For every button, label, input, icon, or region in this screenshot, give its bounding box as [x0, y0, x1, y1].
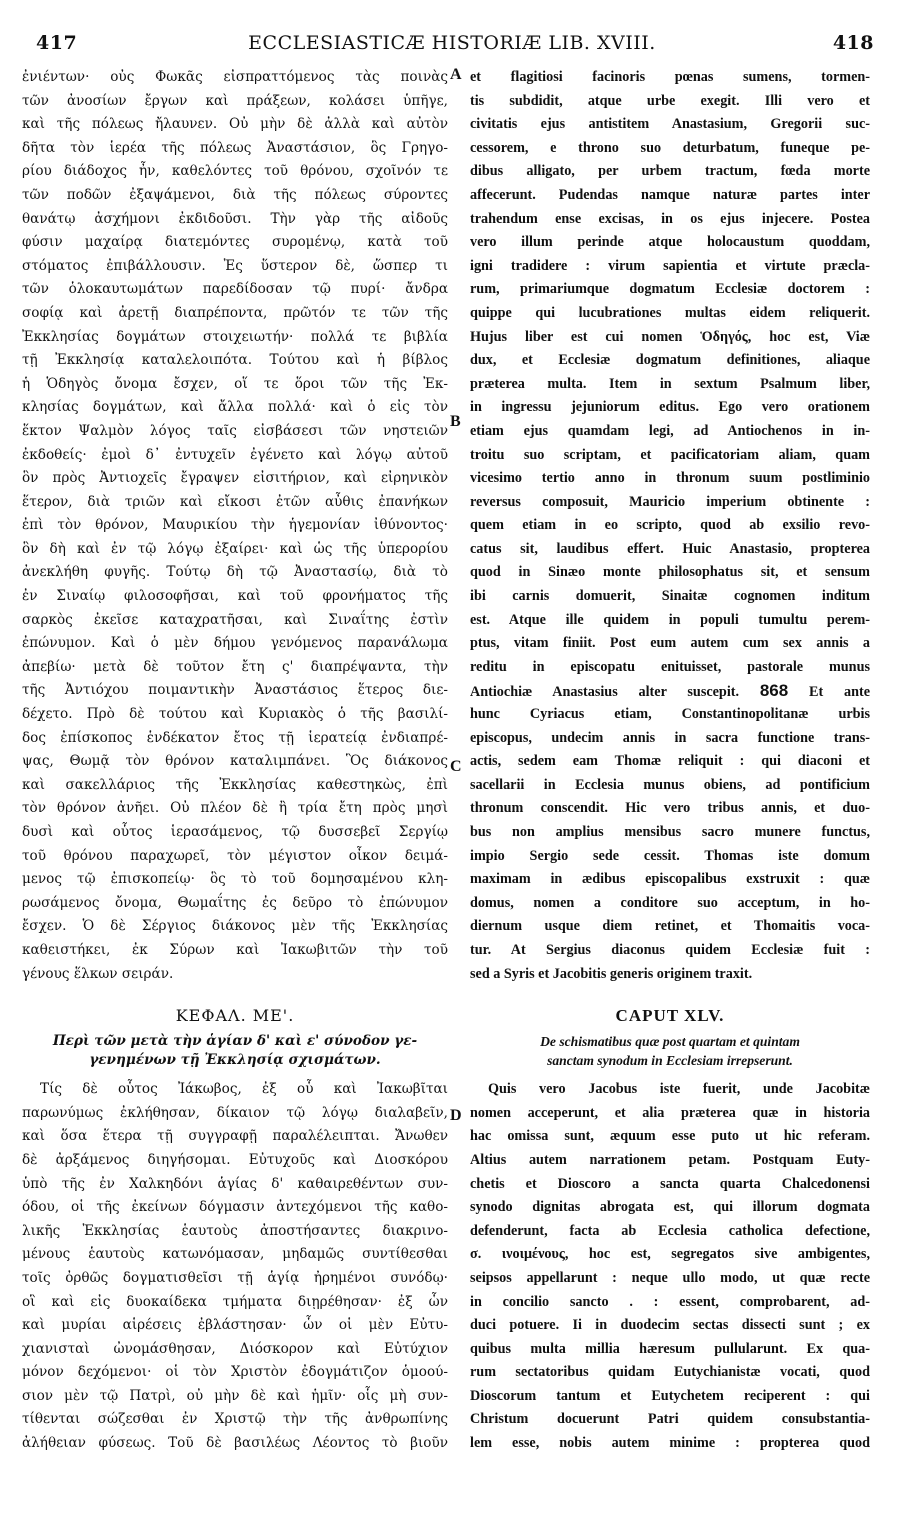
text-line: ἔσχεν. Ὁ δὲ Σέργιος διάκονος μὲν τῆς Ἐκκλησίας: [22, 918, 448, 935]
latin-column: [470, 66, 870, 1456]
text-line: τοῦ θρόνου παραχωρεῖ, τὸν μέγιστον οἶκον δειμά-: [22, 847, 448, 864]
text-line: δέχετο. Πρὸ δὲ τούτου καὶ Κυριακὸς ὁ τῆς βασιλί-: [22, 706, 448, 723]
text-line: catus sit, laudibus effert. Huic Anastasio, propterea: [470, 540, 870, 557]
page-number-right: 418: [832, 32, 874, 54]
text-line: σ. ινοιμένους, hoc est, segregatos sive ambigentes,: [470, 1246, 870, 1263]
text-line: Hujus liber est cui nomen Ὁδηγός, hoc est, Viæ: [470, 328, 870, 345]
text-line: affecerunt. Pudendas namque naturæ partes inter: [470, 186, 870, 203]
latin-chapter-subtitle: [470, 1032, 870, 1070]
text-line: duci potuere. Ii in duodecim sectas dissecti sunt ; ex: [470, 1317, 870, 1334]
text-line: vicesimo tertio anno in thronum suum postliminio: [470, 470, 870, 487]
text-line: τοῖς ὀρθῶς δογματισθεῖσι τῇ ἁγίᾳ ἠρημένοι συνόδῳ·: [22, 1269, 448, 1286]
text-line: quippe qui lucubrationes multas eidem reliquerit.: [470, 304, 870, 321]
latin-line-text: Et ante: [809, 684, 870, 701]
text-line: παρωνύμως ἐκλήθησαν, δίκαιον τῷ λόγῳ διαλαβεῖν,: [22, 1104, 448, 1121]
text-line: δῆτα τὸν ἱερέα τῆς πόλεως Ἀναστάσιον, ὃς Γρηγο-: [22, 139, 448, 156]
text-line: σιον μὲν τῷ Πατρὶ, οὐ μὴν δὲ καὶ ἡμῖν· οἷς μὴ συν-: [22, 1387, 448, 1404]
text-line: Quis vero Jacobus iste fuerit, unde Jacobitæ: [488, 1081, 870, 1098]
text-line: chetis et Dioscoro a sancta quarta Chalcedonensi: [470, 1175, 870, 1192]
text-line: tur. At Sergius diaconus quidem Ecclesiæ fuit :: [470, 941, 870, 958]
text-line: cessorem, e throno suo deturbatum, funeque pe-: [470, 139, 870, 156]
text-line: μένους ἑαυτοὺς κατωνόμασαν, μηδαμῶς συντίθεσθαι: [22, 1246, 448, 1263]
text-line: ptus, vitam finiit. Post eum autem cum sex annis a: [470, 635, 870, 652]
text-line: ἕκτον Ψαλμὸν λόγος ταῖς εἰσβάσεσι τῶν νηστειῶν: [22, 422, 448, 439]
margin-marker-b: B: [450, 413, 461, 430]
text-line: κλησίας δογμάτων, καὶ ἄλλα πολλά· καὶ ὁ εἰς τὸν: [22, 399, 448, 416]
text-line: reditu in episcopatu enituisset, pastorale munus: [470, 658, 870, 675]
text-line: τῆς Ἀντιόχου ποιμαντικὴν Ἀναστάσιος ἕτερος διε-: [22, 682, 448, 699]
text-line: τὸν θρόνον ἀνῆει. Οὐ πλέον δὲ ἢ τρία ἔτη πρὸς μησὶ: [22, 800, 448, 817]
text-line: σοφίᾳ καὶ ἀρετῇ διαπρέποντα, πρῶτόν τε τῶν τῆς: [22, 304, 448, 321]
text-line: θανάτῳ ἀσχήμονι ἐκδιδοῦσι. Τὴν γὰρ τῆς αἰδοῦς: [22, 210, 448, 227]
text-line: est. Atque ille quidem in populi tumultu perem-: [470, 611, 870, 628]
text-line: episcopus, undecim annis in sacra functione trans-: [470, 729, 870, 746]
text-line: μόνον δεχόμενοι· οἱ τὸν Χριστὸν ἐδογμάτιζον ὁμοού-: [22, 1364, 448, 1381]
text-line: in ingressu jejuniorum editus. Ego vero orationem: [470, 399, 870, 416]
text-line: τίθενται σώζεσθαι ἐν Χριστῷ τὴν τῆς ἀνθρωπίνης: [22, 1411, 448, 1428]
text-line: quod in Sinæo monte philosophatus sit, et sensum: [470, 564, 870, 581]
greek-paragraph-bottom: [22, 1078, 448, 1456]
text-line: Altius autem narrationem petam. Postquam Euty-: [470, 1151, 870, 1168]
text-line: dibus alligato, per urbem tractum, fœda morte: [470, 163, 870, 180]
text-line: hac omissa sunt, æquum esse puto ut hic referam.: [470, 1128, 870, 1145]
text-line: synodo dignitas abrogata est, qui illorum dogmata: [470, 1199, 870, 1216]
text-line: thronum conscendit. Hic vero tribus annis, et duo-: [470, 800, 870, 817]
text-line: ἀνεκλήθη φυγῆς. Τούτῳ δὴ τῷ Ἀναστασίῳ, διὰ τὸ: [22, 564, 448, 581]
text-line: ρίου διάδοχος ἦν, καθελόντες τοῦ θρόνου, σχοῖνόν τε: [22, 163, 448, 180]
text-line: præterea multa. Item in sextum Psalmum liber,: [470, 375, 870, 392]
greek-chapter-subtitle: [22, 1032, 448, 1070]
latin-paragraph-top-continued: [470, 703, 870, 986]
text-line: lem esse, nobis autem minime : propterea quod: [470, 1435, 870, 1452]
text-line: Ἐκκλησίας δογμάτων στοιχειωτήν· πολλά τε βιβλία: [22, 328, 448, 345]
edition-page-number: 868: [759, 681, 789, 701]
text-line: Christum docuerunt Patri quidem consubstantia-: [470, 1411, 870, 1428]
text-line: τῶν ὁλοκαυτωμάτων παρεδίδοσαν τῷ πυρί· ἄνδρα: [22, 281, 448, 298]
text-line: ἐκδοθείς· ἐμοὶ δ᾽ ἐντυχεῖν ἐγένετο καὶ λόγῳ αὐτοῦ: [22, 446, 448, 463]
text-line: civitatis ejus antistitem Anastasium, Gregorii suc-: [470, 116, 870, 133]
text-line: καὶ ὅσα ἕτερα τῇ συγγραφῇ παραλέλειπται. Ἄνωθεν: [22, 1128, 448, 1145]
latin-line-with-page-number: [470, 679, 870, 703]
text-line: δος ἐπίσκοπος ἑνδέκατον ἔτος τῇ ἱερατείᾳ ἐνδιαπρέ-: [22, 729, 448, 746]
text-line: ἀπεβίω· μετὰ δὲ τοῦτον ἔτη ς' διαπρέψαντα, τὴν: [22, 658, 448, 675]
text-line: μενος τῷ ἐπισκοπείῳ· ὃς τὸ τοῦ δομησαμένου κλη-: [22, 871, 448, 888]
text-line: λικῆς Ἐκκλησίας ἑαυτοὺς ἀποστήσαντες διακρινο-: [22, 1222, 448, 1239]
latin-line-text: Antiochiæ Anastasius alter suscepit.: [470, 684, 740, 701]
text-line: in concilio sancto . : essent, comprobarent, ad-: [470, 1293, 870, 1310]
text-line: στόματος ἐπιβάλλουσιν. Ἐς ὕστερον δὲ, ὥσπερ τι: [22, 257, 448, 274]
latin-paragraph-top: [470, 66, 870, 679]
text-line: sanctam synodum in Ecclesiam irrepserunt.: [547, 1053, 793, 1069]
greek-paragraph-top: [22, 66, 448, 986]
text-line: sed a Syris et Jacobitis generis originem traxit.: [470, 965, 753, 982]
margin-marker-c: C: [450, 758, 462, 775]
text-line: καὶ μυρίαι αἱρέσεις ἐβλάστησαν· ὧν οἱ μὲν Εὐτυ-: [22, 1317, 448, 1334]
text-line: et flagitiosi facinoris pœnas sumens, tormen-: [470, 69, 870, 85]
greek-column: [22, 66, 448, 1456]
text-line: ἕτερον, διὰ τριῶν καὶ εἴκοσι ἐτῶν αὖθις ἐπανήκων: [22, 493, 448, 510]
text-line: domus, nomen a conditore suo acceptum, in ho-: [470, 894, 870, 911]
text-line: ὃν πρὸς Ἀντιοχεῖς ἔγραψεν εἰσιτήριον, καὶ εἰρηνικὸν: [22, 470, 448, 487]
margin-marker-d: D: [450, 1107, 462, 1124]
text-line: φύσιν μαχαίρᾳ διατεμόντες συρομένῳ, κατὰ τοῦ: [22, 234, 448, 251]
text-line: troitu suo scriptam, et pacificatoriam aliam, quam: [470, 446, 870, 463]
text-line: diernum usque diem retinet, et Thomaitis voca-: [470, 918, 870, 935]
text-line: trahendum ense excisas, in os ejus injecere. Postea: [470, 210, 870, 227]
text-line: reversus composuit, Mauricio imperium obtinente :: [470, 493, 870, 510]
text-line: defenderunt, facta ab Ecclesia catholica defectione,: [470, 1222, 870, 1239]
text-line: ὃν δὴ καὶ ἐν τῷ λόγῳ ἐξαίρει· καὶ ὡς τῆς ὑπερορίου: [22, 540, 448, 557]
text-line: rum sectatoribus quidam Eutychianistæ vocati, quod: [470, 1364, 870, 1381]
text-line: ρωσάμενος ὄνομα, Θωμαΐτης ἐς δεῦρο τὸ ἐπώνυμον: [22, 894, 448, 911]
text-line: actis, sedem eam Thomæ reliquit : qui diaconi et: [470, 753, 870, 770]
page-number-left: 417: [36, 32, 78, 54]
margin-marker-a: A: [450, 66, 462, 83]
text-line: τῇ Ἐκκλησίᾳ καταλελοιπότα. Τούτου καὶ ἡ βίβλος: [22, 352, 448, 369]
text-line: vero illum perinde atque holocaustum quoddam,: [470, 234, 870, 251]
latin-paragraph-bottom: [470, 1078, 870, 1456]
text-line: ἀλήθειαν φύσεως. Τοῦ δὲ βασιλέως Λέοντος τὸ βιοῦν: [22, 1435, 448, 1452]
text-line: ἐπὶ τὸν θρόνον, Μαυρικίου τὴν ἡγεμονίαν ἰθύνοντος·: [22, 517, 448, 534]
greek-chapter-heading: ΚΕΦΑΛ. ΜΕ'.: [175, 1006, 295, 1026]
running-header: [30, 32, 874, 60]
text-line: χιανισταὶ ὠνομάσθησαν, Διόσκορον καὶ Εὐτύχιον: [22, 1340, 448, 1357]
text-line: Περὶ τῶν μετὰ τὴν ἁγίαν δ' καὶ ε' σύνοδον γε-: [52, 1033, 418, 1050]
text-line: καὶ σακελλάριος τῆς Ἐκκλησίας καθεστηκὼς, ἐπὶ: [22, 776, 448, 793]
text-line: quibus multa millia hæresum pullularunt. Ex qua-: [470, 1340, 870, 1357]
text-line: hunc Cyriacus etiam, Constantinopolitanæ urbis: [470, 706, 870, 723]
text-line: igni tradidere : virum sapientia et virtute præcla-: [470, 257, 870, 274]
text-line: δὲ ἀρξάμενος διηγήσομαι. Εὐτυχοῦς καὶ Διοσκόρου: [22, 1151, 448, 1168]
text-line: tis subdidit, atque urbe exegit. Illi vero et: [470, 92, 870, 109]
latin-chapter-heading: CAPUT XLV.: [615, 1006, 725, 1026]
text-line: ibi carnis domuerit, Sinaitæ cognomen inditum: [470, 588, 870, 605]
text-line: De schismatibus quæ post quartam et quintam: [540, 1034, 800, 1050]
text-line: σαρκὸς ἐκεῖσε καταχρατῆσαι, καὶ Σιναΐτης ἐστὶν: [22, 611, 448, 628]
text-line: ὑπὸ τῆς ἐν Χαλκηδόνι ἁγίας δ' καθαιρεθέντων συν-: [22, 1175, 448, 1192]
text-line: οἳ καὶ εἰς δυοκαίδεκα τμήματα διῃρέθησαν· ἐξ ὧν: [22, 1293, 448, 1310]
text-line: seipsos appellarunt : neque ullo modo, ut quæ recte: [470, 1269, 870, 1286]
text-line: nomen acceperunt, et alia præterea quæ in historia: [470, 1104, 870, 1121]
text-line: bus non amplius mensibus sacro munere functus,: [470, 824, 870, 840]
text-line: sacellarii in Ecclesia munus obiens, ad pontificium: [470, 776, 870, 793]
text-line: quem etiam in eo scripto, quod ab exsilio revo-: [470, 517, 870, 534]
text-line: ἡ Ὁδηγὸς ὄνομα ἔσχεν, οἵ τε ὅροι τῶν τῆς Ἐκ-: [22, 375, 448, 392]
text-line: καθειστήκει, ἐκ Σύρων καὶ Ἰακωβιτῶν τὴν τοῦ: [22, 941, 448, 958]
running-title: ECCLESIASTICÆ HISTORIÆ LIB. XVIII.: [248, 32, 656, 54]
text-line: impio Sergio sede cessit. Thomas iste domum: [470, 847, 870, 864]
text-line: ἐν Σιναίῳ φιλοσοφῆσαι, καὶ τοῦ φρονήματος τῆς: [22, 588, 448, 605]
text-line: τῶν ἀνοσίων ἔργων καὶ πράξεων, κολάσει ὑπῆγε,: [22, 92, 448, 109]
text-line: rum, primariumque dogmatum Ecclesiæ doctorem :: [470, 281, 870, 298]
text-line: Τίς δὲ οὗτος Ἰάκωβος, ἐξ οὗ καὶ Ἰακωβῖται: [40, 1081, 448, 1098]
text-line: ψας, Θωμᾷ τὸν θρόνον καταλιμπάνει. Ὃς διάκονος: [22, 753, 448, 770]
text-line: τῶν ποδῶν ἐξαψάμενοι, διὰ τῆς πόλεως σύροντες: [22, 186, 448, 203]
text-line: ἐπώνυμον. Καὶ ὁ μὲν δήμου γενόμενος παρανάλωμα: [22, 635, 448, 652]
text-line: καὶ τῆς πόλεως ἤλαυνεν. Οὐ μὴν δὲ ἀλλὰ καὶ αὐτὸν: [22, 116, 448, 133]
text-line: dux, et Ecclesiæ dogmatum definitiones, aliaque: [470, 352, 870, 369]
text-line: ἐνιέντων· οὐς Φωκᾶς εἰσπραττόμενος τὰς ποινὰς: [22, 69, 448, 85]
text-line: δυσὶ καὶ οὗτος ἱερασάμενος, τῷ δυσσεβεῖ Σεργίῳ: [22, 824, 448, 840]
text-line: γένους ἕλκων σειράν.: [22, 965, 174, 982]
text-line: etiam ejus quamdam legi, ad Antiochenos in in-: [470, 422, 870, 439]
text-line: γενημένων τῇ Ἐκκλησίᾳ σχισμάτων.: [89, 1052, 381, 1069]
text-line: όδου, οἱ τῆς ἐκείνων δόγμασιν ἀντεχόμενοι τῆς καθο-: [22, 1199, 448, 1216]
text-line: Dioscorum tantum et Eutychetem reciperent : qui: [470, 1387, 870, 1404]
text-line: maximam in ædibus episcopalibus exstruxit : quæ: [470, 871, 870, 888]
